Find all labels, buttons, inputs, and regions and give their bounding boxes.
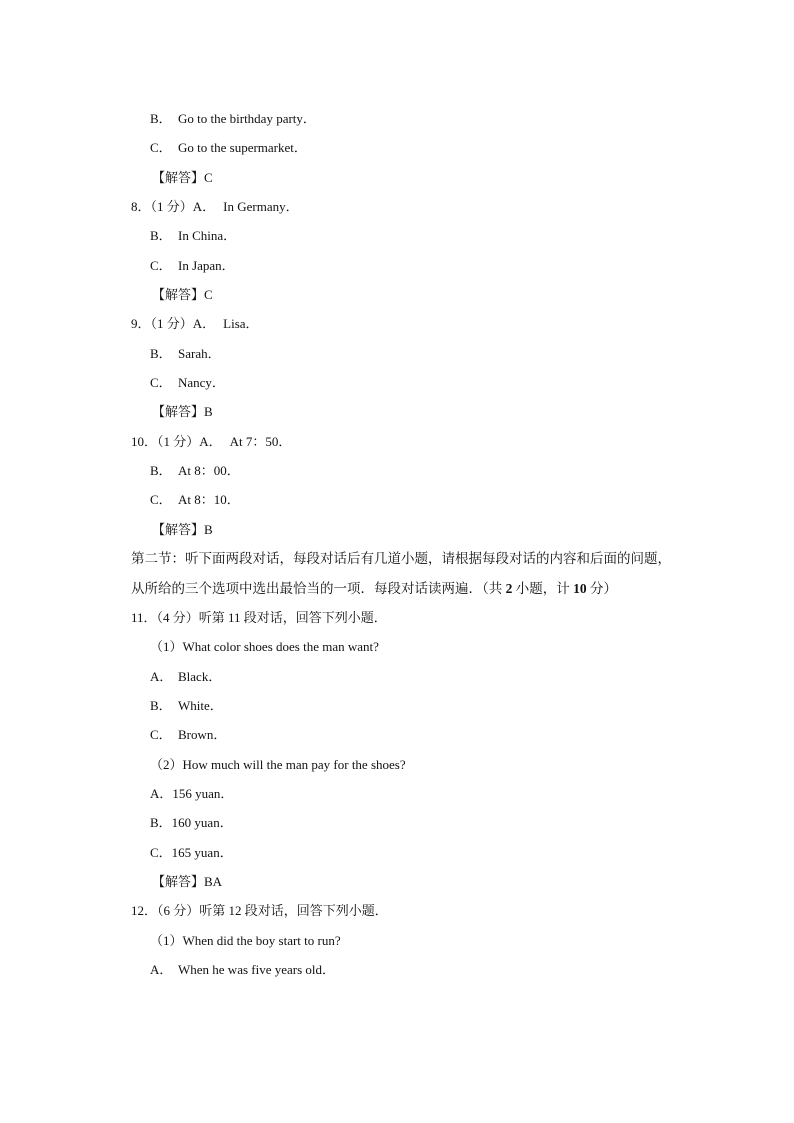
- option-label: A．: [150, 668, 173, 684]
- option-text: At 8：00．: [178, 463, 240, 479]
- option-label: C．: [150, 727, 172, 743]
- question-8: [0, 192, 794, 221]
- option-text: At 8：10．: [178, 492, 240, 508]
- answer-line: 【解答】B: [152, 404, 213, 420]
- sub-question: （1）What color shoes does the man want?: [150, 639, 379, 655]
- option-label: C．: [150, 492, 172, 508]
- option-text: In Japan．: [178, 257, 235, 273]
- option-line: [0, 368, 794, 397]
- section-count: 2: [505, 580, 513, 596]
- option-line: C．165 yuan．: [150, 844, 233, 860]
- section-heading-line1: 第二节：听下面两段对话，每段对话后有几道小题，请根据每段对话的内容和后面的问题，: [131, 551, 671, 567]
- page-content: [0, 104, 794, 984]
- section-text: 从所给的三个选项中选出最恰当的一项．每段对话读两遍．（共: [131, 580, 506, 596]
- question-11: 11．（4 分）听第 11 段对话，回答下列小题．: [131, 609, 387, 625]
- question-12: 12．（6 分）听第 12 段对话，回答下列小题．: [131, 903, 388, 919]
- option-text: Go to the supermarket．: [178, 140, 307, 156]
- section-score: 10: [573, 580, 587, 596]
- option-line: [0, 339, 794, 368]
- option-label: B．: [150, 697, 172, 713]
- option-label: B．: [150, 463, 172, 479]
- option-line: [0, 485, 794, 514]
- option-text: In China．: [178, 228, 237, 244]
- section-heading-line2: [0, 574, 794, 603]
- answer-line: 【解答】B: [152, 521, 213, 537]
- option-line: [0, 691, 794, 720]
- option-text: Black．: [178, 668, 222, 684]
- option-text: When he was five years old．: [178, 961, 336, 977]
- option-text: Lisa．: [223, 316, 259, 332]
- option-label: C．: [150, 375, 172, 391]
- question-number: 9．（1 分）A．: [131, 316, 216, 332]
- option-label: A．: [150, 961, 173, 977]
- sub-question: （2）How much will the man pay for the shoes?: [150, 756, 406, 772]
- answer-line: 【解答】C: [152, 287, 213, 303]
- option-text: Brown．: [178, 727, 227, 743]
- option-line: [0, 221, 794, 250]
- option-text: Go to the birthday party．: [178, 111, 316, 126]
- option-line: [0, 456, 794, 485]
- option-label: B．: [150, 345, 172, 361]
- option-line: A．156 yuan．: [150, 785, 234, 801]
- option-text: Nancy．: [178, 375, 225, 391]
- option-line: B．160 yuan．: [150, 815, 233, 831]
- option-label: C．: [150, 140, 172, 156]
- option-text: White．: [178, 697, 223, 713]
- answer-line: 【解答】BA: [152, 873, 223, 889]
- option-line: [0, 955, 794, 984]
- option-line: [0, 133, 794, 162]
- question-9: [0, 309, 794, 338]
- question-number: 10．（1 分）A．: [131, 433, 222, 449]
- sub-question: （1）When did the boy start to run?: [150, 932, 341, 948]
- question-10: [0, 427, 794, 456]
- option-line: [0, 662, 794, 691]
- option-label: B．: [150, 228, 172, 244]
- option-text: In Germany．: [223, 199, 299, 215]
- option-line: [0, 720, 794, 749]
- option-line: [0, 104, 794, 133]
- question-number: 8．（1 分）A．: [131, 199, 216, 215]
- answer-line: 【解答】C: [152, 169, 213, 185]
- option-line: [0, 251, 794, 280]
- option-label: B．: [150, 111, 172, 126]
- option-text: Sarah．: [178, 345, 221, 361]
- option-text: At 7：50．: [229, 433, 292, 449]
- section-text: 分）: [586, 580, 617, 596]
- section-text: 小题，计: [512, 580, 574, 596]
- option-label: C．: [150, 257, 172, 273]
